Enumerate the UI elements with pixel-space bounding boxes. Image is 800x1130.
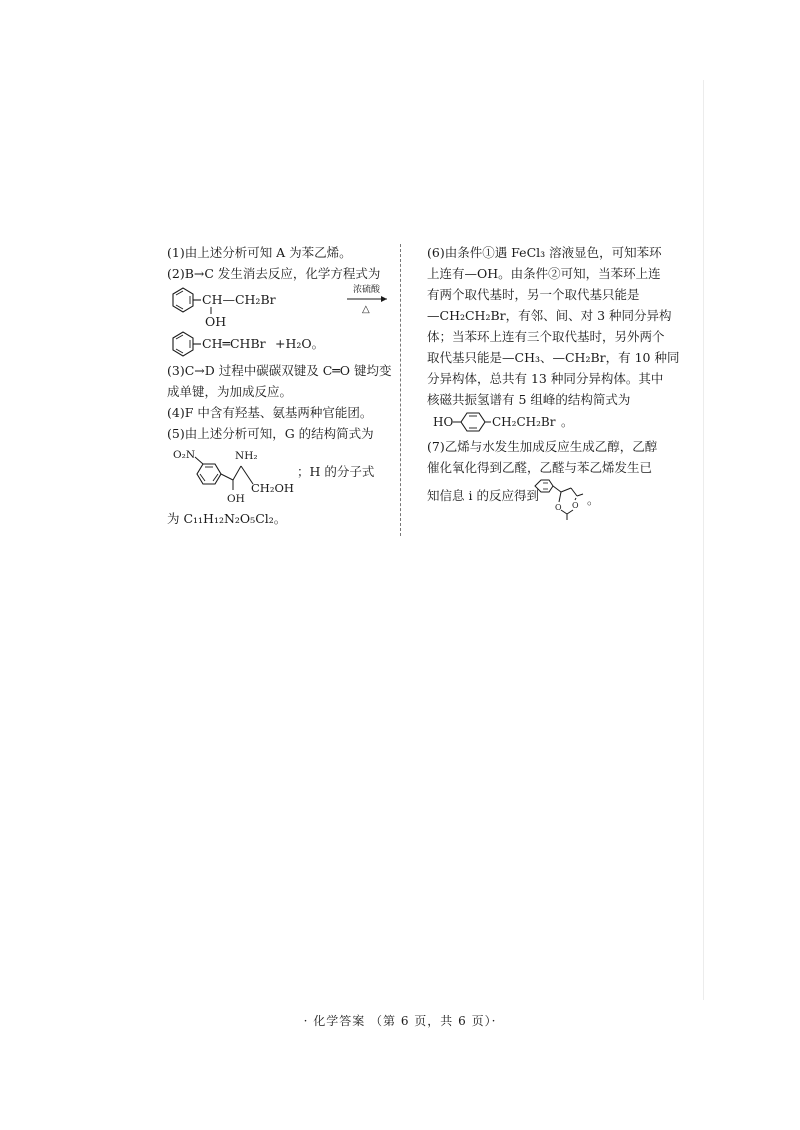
answer-5-line1: (5)由上述分析可知，G 的结构简式为	[167, 426, 374, 441]
g-nitro: O₂N	[173, 449, 196, 461]
page-footer: · 化学答案 （第 6 页，共 6 页）·	[303, 1014, 497, 1028]
answer-3-line2: 成单键，为加成反应。	[167, 384, 293, 399]
answer-3-line1: (3)C→D 过程中碳碳双键及 C═O 键均变	[167, 363, 392, 378]
g-hydroxyl: OH	[227, 493, 245, 505]
structure-6-row	[427, 410, 649, 434]
reactant-chain: CH—CH₂Br	[202, 292, 276, 307]
answer-6-line1: (6)由条件①遇 FeCl₃ 溶液显色，可知苯环	[427, 245, 662, 260]
answer-6-line5: 体；当苯环上连有三个取代基时，另外两个	[427, 329, 665, 344]
page-edge-shadow	[703, 80, 704, 1000]
h-formula: 为 C₁₁H₁₂N₂O₅Cl₂。	[167, 511, 287, 526]
column-divider	[400, 244, 401, 536]
dioxane-o2: O	[572, 501, 579, 510]
product-structure	[167, 330, 389, 360]
right-column	[427, 242, 680, 522]
answer-7-line2: 催化氧化得到乙醛，乙醛与苯乙烯发生已	[427, 460, 653, 475]
equation-product	[167, 330, 389, 360]
reagent-label: 浓硫酸	[353, 285, 381, 295]
g-ch2oh: CH₂OH	[251, 481, 294, 495]
equation-reactant	[167, 284, 389, 330]
answer-7-end: 。	[587, 492, 600, 507]
answer-1: (1)由上述分析可知 A 为苯乙烯。	[167, 245, 352, 260]
g-amino: NH₂	[235, 450, 258, 462]
answer-6-line6: 取代基只能是—CH₃、—CH₂Br，有 10 种同	[427, 350, 680, 365]
condition-label: △	[362, 304, 370, 315]
structure-g-row	[167, 444, 389, 508]
h-formula-intro: ；H 的分子式	[297, 464, 375, 479]
s6-ho: HO	[433, 415, 454, 429]
answer-6-line2: 上连有—OH。由条件②可知，当苯环上连	[427, 266, 661, 281]
product-plus-water: +H₂O。	[275, 336, 325, 351]
answer-6-line7: 分异构体，总共有 13 种同分异构体。其中	[427, 371, 664, 386]
reactant-structure	[167, 284, 389, 330]
answer-2-intro: (2)B→C 发生消去反应，化学方程式为	[167, 266, 381, 281]
answer-7-line3-row	[427, 478, 649, 522]
answer-6-line4: —CH₂CH₂Br，有邻、间、对 3 种同分异构	[427, 308, 672, 323]
structure-g	[167, 444, 389, 508]
s6-chain: CH₂CH₂Br	[492, 415, 556, 429]
left-column	[167, 242, 392, 529]
answer-6-line8: 核磁共振氢谱有 5 组峰的结构简式为	[427, 392, 631, 407]
answer-4: (4)F 中含有羟基、氨基两种官能团。	[167, 405, 373, 420]
structure-6	[427, 410, 649, 434]
answer-6-line3: 有两个取代基时，另一个取代基只能是	[427, 287, 640, 302]
structure-7	[427, 478, 649, 522]
dioxane-o1: O	[555, 503, 562, 512]
answer-7-line3: 知信息 i 的反应得到	[427, 488, 539, 503]
s6-end: 。	[561, 415, 574, 429]
product-chain: CH═CHBr	[202, 336, 266, 351]
answer-7-line1: (7)乙烯与水发生加成反应生成乙醇，乙醇	[427, 439, 658, 454]
reactant-oh: OH	[205, 314, 227, 329]
